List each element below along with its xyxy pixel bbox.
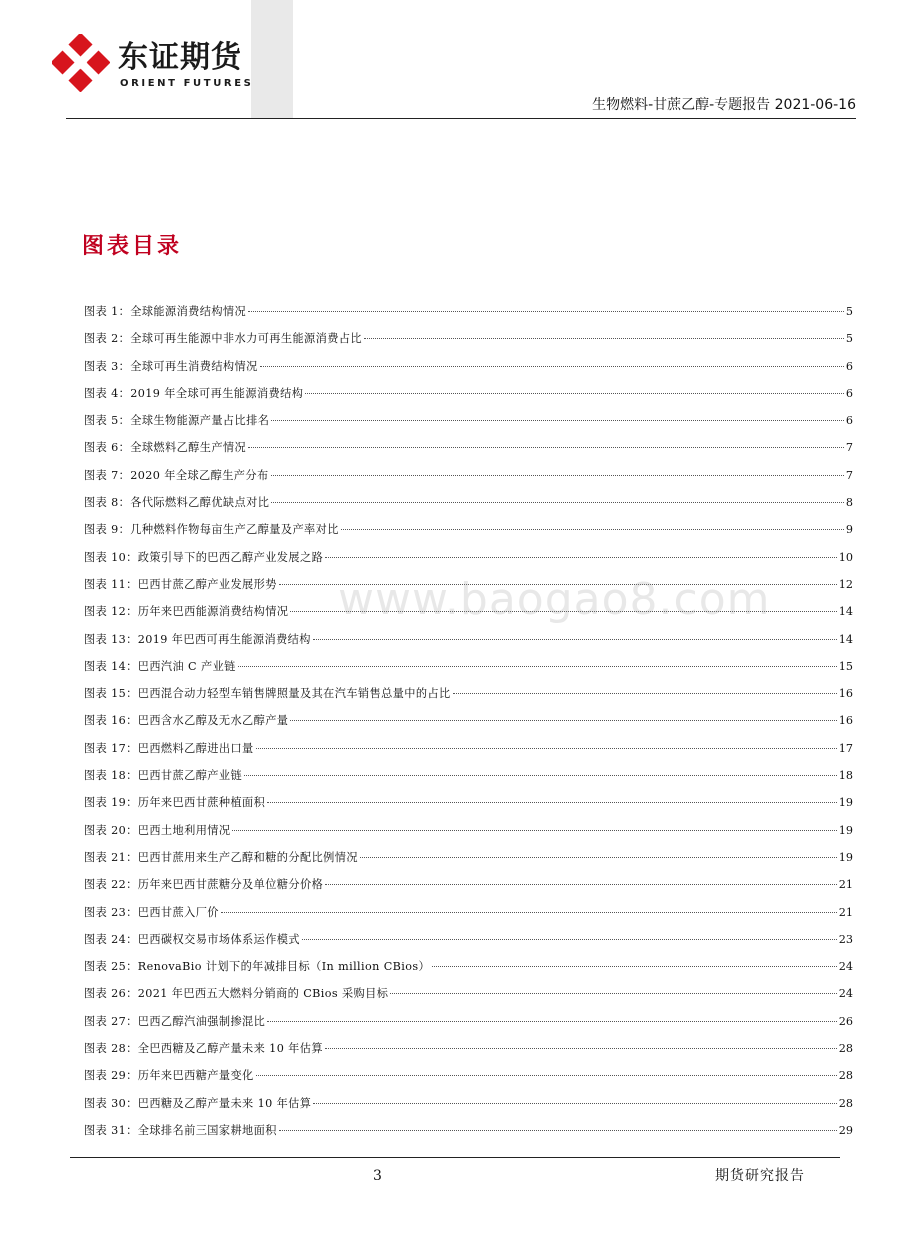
toc-entry[interactable] — [84, 711, 853, 738]
toc-entry-label: 图表 1：全球能源消费结构情况 — [84, 305, 247, 318]
toc-entry-page: 16 — [838, 714, 853, 728]
toc-entry[interactable] — [84, 1039, 853, 1066]
toc-entry[interactable] — [84, 466, 853, 493]
toc-entry[interactable] — [84, 657, 853, 684]
toc-entry-page: 6 — [845, 359, 853, 373]
toc-entry-page: 6 — [845, 414, 853, 428]
toc-entry[interactable] — [84, 848, 853, 875]
toc-leader-dots — [256, 1075, 837, 1076]
toc-leader-dots — [267, 802, 837, 803]
toc-leader-dots — [248, 311, 844, 312]
toc-entry-page: 5 — [845, 305, 853, 318]
toc-leader-dots — [244, 775, 837, 776]
toc-leader-dots — [271, 420, 844, 421]
toc-leader-dots — [260, 366, 844, 367]
toc-entry-page: 17 — [838, 741, 853, 755]
toc-entry-label: 图表 27：巴西乙醇汽油强制掺混比 — [84, 1014, 266, 1028]
toc-leader-dots — [432, 966, 837, 967]
toc-entry-label: 图表 16：巴西含水乙醇及无水乙醇产量 — [84, 714, 289, 728]
toc-entry-page: 12 — [838, 577, 853, 591]
toc-entry-page: 19 — [838, 796, 853, 810]
toc-entry-page: 28 — [838, 1096, 853, 1110]
toc-leader-dots — [302, 939, 837, 940]
toc-entry-label: 图表 30：巴西糖及乙醇产量未来 10 年估算 — [84, 1096, 312, 1110]
toc-entry[interactable] — [84, 357, 853, 384]
header-gray-band — [251, 0, 293, 118]
toc-leader-dots — [221, 912, 837, 913]
toc-leader-dots — [360, 857, 837, 858]
toc-leader-dots — [267, 1021, 837, 1022]
toc-leader-dots — [325, 557, 837, 558]
toc-leader-dots — [341, 529, 844, 530]
toc-leader-dots — [271, 502, 844, 503]
toc-entry[interactable] — [84, 930, 853, 957]
toc-leader-dots — [279, 1130, 837, 1131]
toc-entry[interactable] — [84, 302, 853, 329]
toc-entry[interactable] — [84, 957, 853, 984]
report-title: 生物燃料-甘蔗乙醇-专题报告 2021-06-16 — [592, 97, 856, 113]
toc-entry-label: 图表 28：全巴西糖及乙醇产量未来 10 年估算 — [84, 1042, 323, 1056]
toc-leader-dots — [305, 393, 844, 394]
toc-entry[interactable] — [84, 630, 853, 657]
toc-entry[interactable] — [84, 766, 853, 793]
toc-entry-label: 图表 8：各代际燃料乙醇优缺点对比 — [84, 496, 270, 510]
toc-entry-page: 29 — [838, 1123, 853, 1137]
toc-entry-label: 图表 3：全球可再生消费结构情况 — [84, 359, 258, 373]
toc-entry-page: 7 — [845, 441, 853, 455]
toc-entry-label: 图表 21：巴西甘蔗用来生产乙醇和糖的分配比例情况 — [84, 850, 358, 864]
toc-entry-page: 14 — [838, 605, 853, 619]
toc-entry-label: 图表 7：2020 年全球乙醇生产分布 — [84, 468, 269, 482]
toc-entry[interactable] — [84, 684, 853, 711]
toc-entry[interactable] — [84, 411, 853, 438]
toc-entry-page: 10 — [838, 550, 853, 564]
toc-entry[interactable] — [84, 575, 853, 602]
toc-entry-page: 26 — [838, 1014, 853, 1028]
toc-entry[interactable] — [84, 821, 853, 848]
toc-entry-label: 图表 14：巴西汽油 C 产业链 — [84, 659, 236, 673]
toc-entry-label: 图表 19：历年来巴西甘蔗种植面积 — [84, 796, 266, 810]
toc-entry-page: 8 — [845, 496, 853, 510]
toc-entry[interactable] — [84, 602, 853, 629]
toc-entry-page: 23 — [838, 932, 853, 946]
toc-leader-dots — [279, 584, 837, 585]
toc-entry-page: 28 — [838, 1042, 853, 1056]
toc-entry-label: 图表 26：2021 年巴西五大燃料分销商的 CBios 采购目标 — [84, 987, 389, 1001]
toc-entry-page: 19 — [838, 850, 853, 864]
toc-entry-label: 图表 15：巴西混合动力轻型车销售牌照量及其在汽车销售总量中的占比 — [84, 687, 451, 701]
watermark: www.baogao8.com — [338, 574, 771, 625]
toc-entry-page: 9 — [845, 523, 853, 537]
toc-leader-dots — [232, 830, 836, 831]
toc-leader-dots — [271, 475, 844, 476]
footer-divider — [70, 1157, 840, 1158]
toc-leader-dots — [248, 447, 844, 448]
toc-entry-page: 24 — [838, 960, 853, 974]
toc-entry-page: 28 — [838, 1069, 853, 1083]
toc-entry-label: 图表 13：2019 年巴西可再生能源消费结构 — [84, 632, 311, 646]
toc-entry-page: 24 — [838, 987, 853, 1001]
toc-entry[interactable] — [84, 384, 853, 411]
toc-entry[interactable] — [84, 875, 853, 902]
toc-entry-page: 21 — [838, 905, 853, 919]
toc-entry[interactable] — [84, 1094, 853, 1121]
section-title: 图表目录 — [82, 233, 183, 259]
toc-entry-label: 图表 11：巴西甘蔗乙醇产业发展形势 — [84, 577, 277, 591]
toc-entry[interactable] — [84, 1121, 853, 1148]
toc-entry-label: 图表 22：历年来巴西甘蔗糖分及单位糖分价格 — [84, 878, 324, 892]
toc-entry[interactable] — [84, 520, 853, 547]
toc-entry-page: 6 — [845, 386, 853, 400]
orient-futures-logo-icon — [52, 34, 110, 92]
toc-leader-dots — [364, 338, 844, 339]
table-of-figures — [84, 302, 853, 1148]
page-number: 3 — [373, 1168, 382, 1184]
toc-entry-label: 图表 18：巴西甘蔗乙醇产业链 — [84, 769, 243, 783]
toc-entry-page: 19 — [838, 823, 853, 837]
toc-entry-label: 图表 4：2019 年全球可再生能源消费结构 — [84, 386, 304, 400]
toc-entry-page: 7 — [845, 468, 853, 482]
toc-entry-page: 14 — [838, 632, 853, 646]
toc-entry-page: 21 — [838, 878, 853, 892]
logo-english-name: ORIENT FUTURES — [120, 78, 254, 89]
toc-leader-dots — [256, 748, 837, 749]
toc-entry[interactable] — [84, 739, 853, 766]
toc-entry-label: 图表 6：全球燃料乙醇生产情况 — [84, 441, 247, 455]
toc-entry-page: 5 — [845, 332, 853, 346]
toc-entry-page: 18 — [838, 769, 853, 783]
toc-entry-label: 图表 10：政策引导下的巴西乙醇产业发展之路 — [84, 550, 324, 564]
toc-leader-dots — [325, 884, 837, 885]
toc-leader-dots — [313, 639, 837, 640]
toc-leader-dots — [390, 993, 836, 994]
toc-entry-label: 图表 29：历年来巴西糖产量变化 — [84, 1069, 254, 1083]
toc-leader-dots — [453, 693, 837, 694]
toc-leader-dots — [290, 720, 836, 721]
toc-entry-label: 图表 31：全球排名前三国家耕地面积 — [84, 1123, 277, 1137]
toc-entry-label: 图表 20：巴西土地利用情况 — [84, 823, 231, 837]
toc-leader-dots — [325, 1048, 837, 1049]
toc-entry[interactable] — [84, 903, 853, 930]
toc-entry-label: 图表 17：巴西燃料乙醇进出口量 — [84, 741, 254, 755]
toc-entry-label: 图表 2：全球可再生能源中非水力可再生能源消费占比 — [84, 332, 362, 346]
toc-leader-dots — [290, 611, 836, 612]
toc-leader-dots — [313, 1103, 836, 1104]
toc-entry[interactable] — [84, 493, 853, 520]
toc-entry[interactable] — [84, 438, 853, 465]
toc-entry-page: 16 — [838, 687, 853, 701]
toc-entry-label: 图表 25：RenovaBio 计划下的年减排目标（In million CBios） — [84, 960, 431, 974]
toc-entry[interactable] — [84, 1066, 853, 1093]
toc-entry-label: 图表 5：全球生物能源产量占比排名 — [84, 414, 270, 428]
toc-entry[interactable] — [84, 793, 853, 820]
toc-entry-page: 15 — [838, 659, 853, 673]
toc-entry-label: 图表 23：巴西甘蔗入厂价 — [84, 905, 219, 919]
header-divider — [66, 118, 856, 119]
toc-entry[interactable] — [84, 548, 853, 575]
toc-entry-label: 图表 12：历年来巴西能源消费结构情况 — [84, 605, 289, 619]
toc-entry-label: 图表 24：巴西碳权交易市场体系运作模式 — [84, 932, 300, 946]
toc-leader-dots — [238, 666, 837, 667]
toc-entry-label: 图表 9：几种燃料作物每亩生产乙醇量及产率对比 — [84, 523, 339, 537]
footer-label: 期货研究报告 — [715, 1168, 805, 1184]
toc-entry[interactable] — [84, 1012, 853, 1039]
logo-chinese-name: 东证期货 — [118, 40, 242, 75]
toc-entry[interactable] — [84, 984, 853, 1011]
toc-entry[interactable] — [84, 329, 853, 356]
